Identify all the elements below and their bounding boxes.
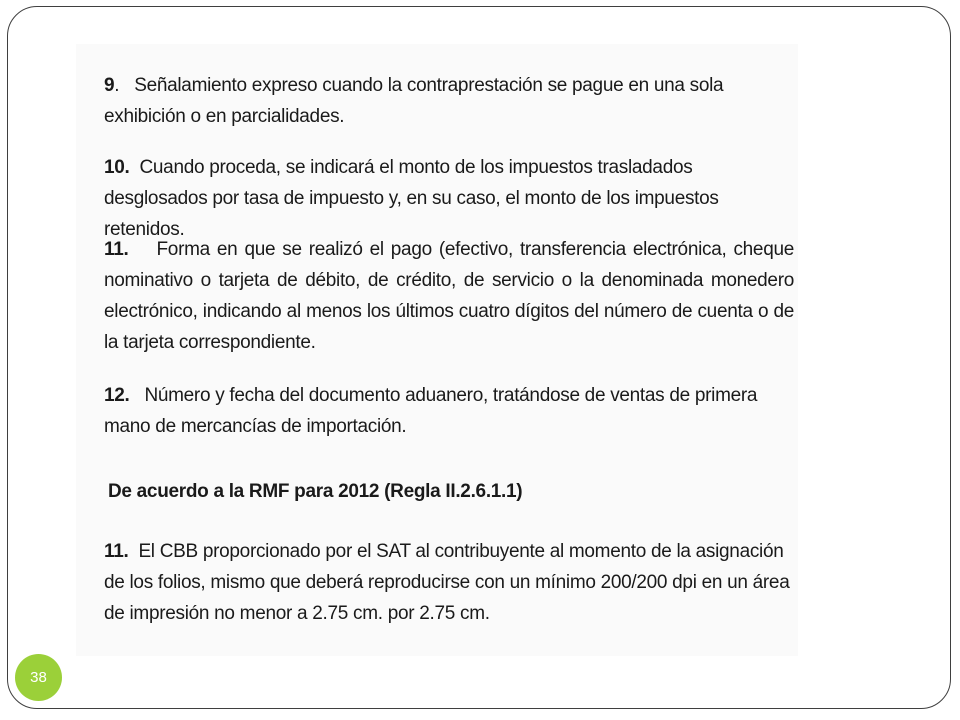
item-9-number: 9	[104, 75, 115, 96]
item-10	[104, 152, 794, 245]
item-9-separator: .	[114, 75, 120, 96]
item-10-number: 10.	[104, 157, 130, 178]
item-12-number: 12.	[104, 385, 130, 406]
item-11	[104, 234, 794, 358]
item-12-text: Número y fecha del documento aduanero, tratándose de ventas de primera mano de mercancías de importación.	[104, 385, 758, 437]
section-item-11-text: El CBB proporcionado por el SAT al contribuyente al momento de la asignación de los folios, mismo que deberá reproducirse con un mínimo 200/200 dpi en un área de impresión no menor a 2.75 cm. por 2.75 cm.	[104, 541, 790, 624]
section-heading: De acuerdo a la RMF para 2012 (Regla II.2.6.1.1)	[108, 481, 523, 502]
section-item-11	[104, 536, 794, 629]
item-11-number: 11.	[104, 239, 129, 260]
section-item-11-number: 11.	[104, 541, 129, 562]
slide-number-badge: 38	[15, 654, 62, 701]
item-9	[104, 70, 794, 132]
item-10-text: Cuando proceda, se indicará el monto de los impuestos trasladados desglosados por tasa de impuesto y, en su caso, el monto de los impuestos retenidos.	[104, 157, 719, 240]
item-9-text: Señalamiento expreso cuando la contraprestación se pague en una sola exhibición o en parcialidades.	[104, 75, 724, 127]
item-11-text: Forma en que se realizó el pago (efectivo, transferencia electrónica, cheque nominativo o tarjeta de débito, de crédito, de servicio o la denominada monedero electrónico, indicando al menos los últimos cuatro dígitos del número de cuenta o de la tarjeta correspondiente.	[104, 239, 794, 353]
item-12	[104, 380, 794, 442]
